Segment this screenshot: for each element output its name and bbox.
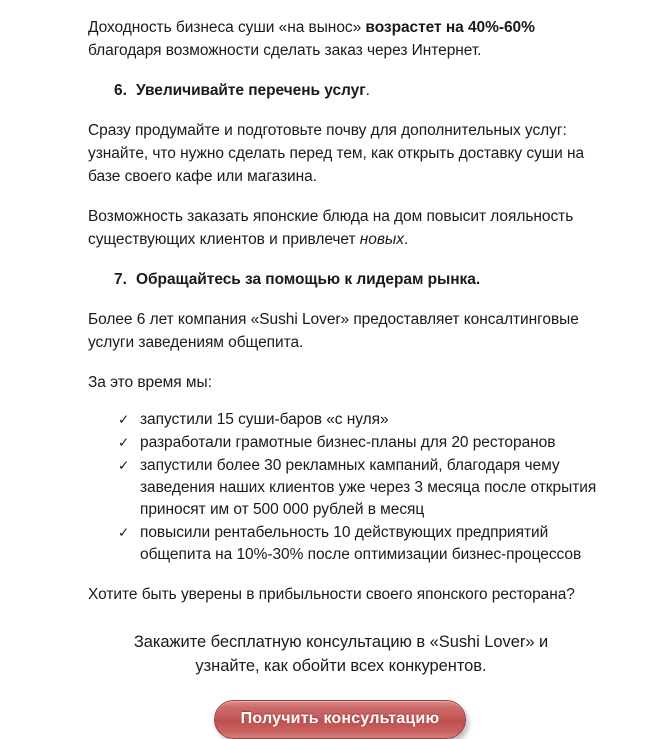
closing-line-2: узнайте, как обойти всех конкурентов. [195,657,487,675]
paragraph-company-intro: Более 6 лет компания «Sushi Lover» предоставляет консалтинговые услуги заведениям общепита. [88,311,579,351]
closing-call-to-action-text [102,630,580,678]
paragraph-loyalty [88,205,610,251]
paragraph-services-preparation: Сразу продумайте и подготовьте почву для дополнительных услуг: узнайте, что нужно сделать перед тем, как открыть доставку суши на базе своего кафе или магазина. [88,122,585,185]
list-item [118,522,610,566]
list-item [118,432,610,454]
loyalty-italic-word: новых [359,231,404,248]
list-item-text: разработали грамотные бизнес-планы для 20 ресторанов [140,434,556,451]
list-item-text: запустили более 30 рекламных кампаний, благодаря чему заведения наших клиентов уже через 3 месяца после открытия приносят им от 500 000 рублей в месяц [140,457,597,518]
intro-bold-highlight: возрастет на 40%-60% [365,19,535,36]
paragraph-question: Хотите быть уверены в прибыльности своего японского ресторана? [88,586,575,603]
list-item-text: повысили рентабельность 10 действующих предприятий общепита на 10%-30% после оптимизации бизнес-процессов [140,524,582,563]
loyalty-tail-text: . [403,231,409,248]
heading-6 [88,79,610,102]
check-icon: ✓ [118,525,130,540]
closing-line-1: Закажите бесплатную консультацию в «Sushi Lover» и [133,633,549,651]
list-item-text: запустили 15 суши-баров «с нуля» [140,411,389,428]
loyalty-lead-text: Возможность заказать японские блюда на дом повысит лояльность существующих клиентов и привлечет [88,208,574,248]
list-item [118,409,610,431]
heading-7-number: 7. [114,271,127,288]
heading-7-text: Обращайтесь за помощью к лидерам рынка. [136,271,481,288]
check-icon: ✓ [118,458,130,473]
heading-6-number: 6. [114,82,127,99]
check-icon: ✓ [118,412,130,427]
heading-6-text: Увеличивайте перечень услуг [136,82,366,99]
check-icon: ✓ [118,435,130,450]
heading-7 [88,268,610,291]
intro-lead-text: Доходность бизнеса суши «на вынос» [88,19,366,36]
paragraph-list-lead: За это время мы: [88,374,212,391]
get-consultation-button[interactable]: Получить консультацию [214,700,467,739]
intro-tail-text: благодаря возможности сделать заказ через Интернет. [88,42,482,59]
heading-6-trailing: . [365,82,370,99]
achievements-checklist [88,409,610,566]
list-item [118,455,610,521]
paragraph-intro [88,16,610,62]
